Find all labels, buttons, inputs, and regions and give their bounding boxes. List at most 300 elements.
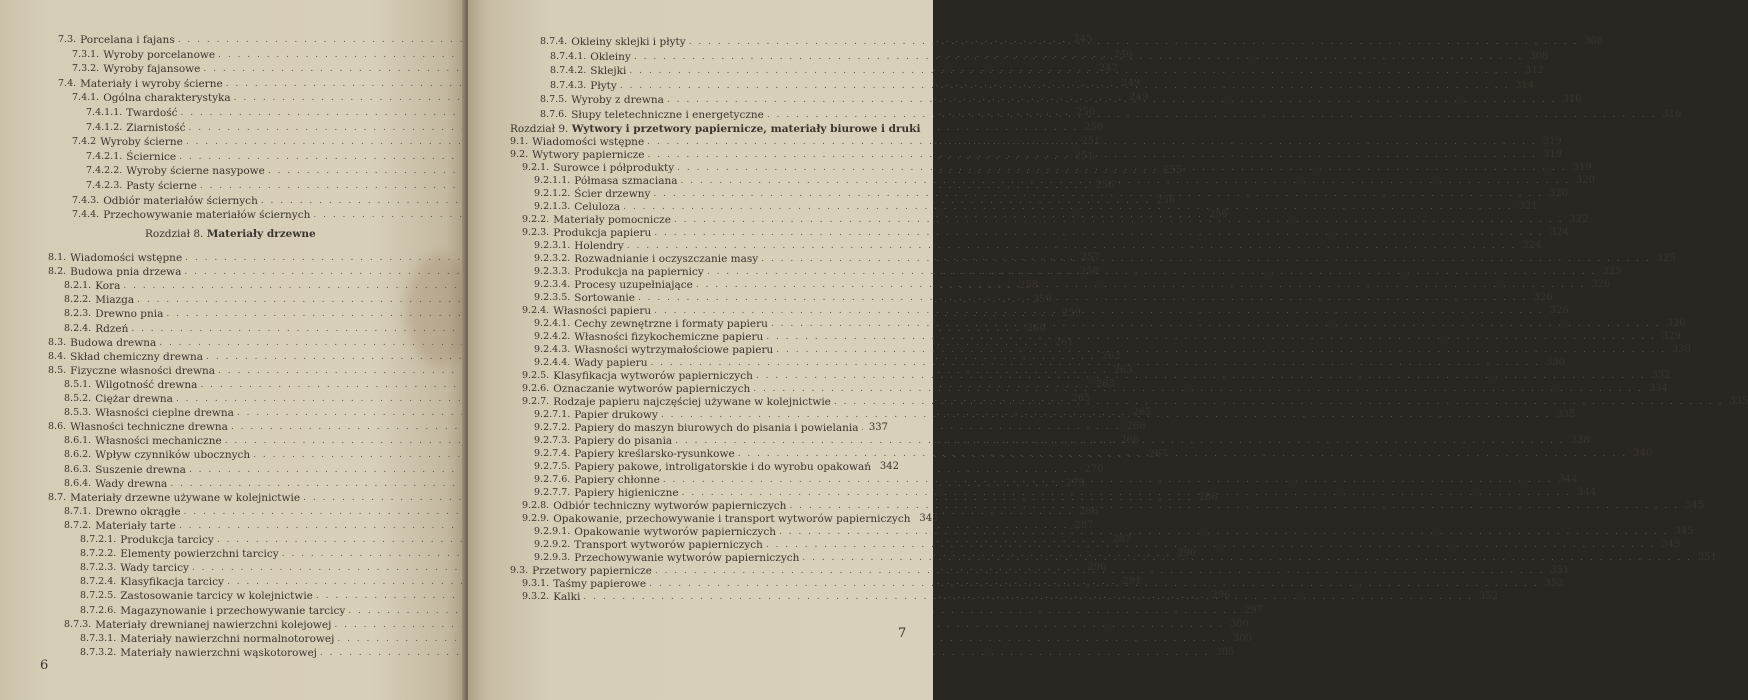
toc-entry-title: Produkcja tarcicy bbox=[120, 534, 214, 546]
toc-entry-number: 9.2.9.2. bbox=[534, 539, 571, 550]
toc-entry-page: 344 bbox=[1577, 487, 1597, 498]
toc-entry bbox=[534, 357, 1565, 369]
toc-entry bbox=[64, 618, 1249, 631]
toc-entry-title: Budowa pnia drzewa bbox=[70, 266, 182, 279]
toc-entry-title: Ziarnistość bbox=[126, 121, 186, 134]
toc-entry-page: 251 bbox=[1074, 150, 1094, 162]
toc-entry bbox=[534, 201, 1538, 213]
toc-entry-page: 263 bbox=[1113, 364, 1133, 376]
toc-entry-title: Materiały i wyroby ścierne bbox=[80, 77, 223, 90]
toc-entry-page: 335 bbox=[1556, 409, 1576, 420]
toc-entry-page: 249 bbox=[1121, 77, 1141, 89]
toc-leader-dots bbox=[682, 487, 1572, 499]
toc-entry-title: Kora bbox=[95, 280, 121, 293]
toc-entry-number: 9.2.3. bbox=[522, 227, 550, 238]
toc-entry-title: Własności cieplne drewna bbox=[95, 407, 234, 420]
toc-entry-title: Materiały nawierzchni wąskotorowej bbox=[120, 646, 317, 659]
toc-leader-dots bbox=[650, 357, 1540, 369]
toc-entry-page: 352 bbox=[1544, 578, 1564, 589]
toc-entry-title: Taśmy papierowe bbox=[553, 578, 647, 590]
toc-leader-dots bbox=[776, 344, 1666, 356]
toc-entry-number: 9.2.2. bbox=[522, 214, 550, 225]
toc-entry-title: Oznaczanie wytworów papierniczych bbox=[553, 383, 751, 395]
toc-leader-dots bbox=[861, 422, 863, 434]
toc-entry-number: 9.2.9.1. bbox=[534, 526, 571, 537]
toc-leader-dots bbox=[738, 448, 1628, 460]
toc-entry-title: Papiery higieniczne bbox=[574, 487, 679, 499]
toc-leader-dots bbox=[654, 227, 1544, 239]
toc-entry-page: 322 bbox=[1569, 214, 1589, 225]
toc-entry-page: 258 bbox=[1079, 266, 1099, 278]
left-page-number: 6 bbox=[40, 658, 49, 673]
toc-entry-page: 319 bbox=[1542, 149, 1563, 160]
toc-entry-page: 300 bbox=[1232, 632, 1252, 644]
toc-entry-page: 326 bbox=[1533, 292, 1553, 303]
toc-entry-title: Pasty ścierne bbox=[126, 180, 197, 192]
toc-entry-number: 8.7.4.1. bbox=[550, 50, 587, 62]
toc-entry-title: Kalki bbox=[553, 591, 581, 603]
toc-leader-dots bbox=[696, 279, 1586, 291]
toc-leader-dots bbox=[653, 188, 1543, 200]
toc-leader-dots bbox=[677, 162, 1567, 174]
toc-entry-page: 321 bbox=[1518, 201, 1538, 212]
toc-entry-number: 8.2.1. bbox=[64, 280, 92, 292]
toc-entry bbox=[534, 240, 1542, 252]
chapter-9-heading: Rozdział 9. Wytwory i przetwory papiernicze, materiały biurowe i druki bbox=[510, 123, 921, 135]
toc-leader-dots bbox=[647, 136, 1537, 148]
toc-entry-page: 320 bbox=[1575, 175, 1596, 186]
toc-entry-title: Półmasa szmaciana bbox=[574, 175, 678, 187]
toc-entry-page: 334 bbox=[1648, 383, 1668, 394]
toc-entry-page: 290 bbox=[1177, 548, 1197, 560]
toc-entry-title: Własności wytrzymałościowe papieru bbox=[574, 344, 774, 356]
toc-entry-title: Wytwory papiernicze bbox=[532, 149, 645, 161]
toc-entry-page: 324 bbox=[1549, 227, 1569, 238]
toc-entry-page: 314 bbox=[1515, 79, 1535, 91]
toc-entry-number: 8.2.4. bbox=[64, 322, 92, 334]
toc-entry-title: Ogólna charakterystyka bbox=[103, 92, 231, 105]
toc-entry-number: 9.2.3.2. bbox=[534, 253, 571, 264]
toc-leader-dots bbox=[766, 539, 1656, 551]
toc-entry-number: 8.3. bbox=[48, 336, 67, 348]
toc-entry-title: Rodzaje papieru najczęściej używane w kolejnictwie bbox=[553, 396, 831, 408]
toc-entry-title: Opakowanie wytworów papierniczych bbox=[574, 526, 776, 538]
toc-entry-title: Skład chemiczny drewna bbox=[70, 350, 204, 363]
toc-entry-title: Materiały drzewne używane w kolejnictwie bbox=[70, 491, 301, 504]
toc-entry-number: 8.7.4.3. bbox=[550, 79, 587, 91]
toc-entry-title: Cechy zewnętrzne i formaty papieru bbox=[574, 318, 768, 330]
toc-entry bbox=[534, 526, 1694, 538]
toc-entry-page: 325 bbox=[1602, 266, 1622, 277]
toc-entry-title: Klasyfikacja wytworów papierniczych bbox=[553, 370, 753, 382]
toc-entry-number: 8.7.2.5. bbox=[80, 590, 117, 602]
toc-entry-page: 262 bbox=[1101, 350, 1121, 362]
toc-entry-number: 8.2. bbox=[48, 266, 67, 278]
toc-entry-page: 345 bbox=[1684, 500, 1704, 511]
toc-entry-number: 8.6. bbox=[48, 421, 67, 433]
toc-entry-number: 7.4.1. bbox=[72, 92, 100, 104]
toc-entry-title: Rdzeń bbox=[95, 322, 129, 335]
toc-entry-page: 286 bbox=[1198, 491, 1218, 503]
toc-entry-page: 330 bbox=[1545, 357, 1565, 368]
toc-entry-title: Drewno okrągłe bbox=[95, 505, 181, 518]
toc-leader-dots bbox=[689, 36, 1579, 48]
toc-entry-number: 8.1. bbox=[48, 252, 67, 263]
toc-leader-dots bbox=[583, 591, 1473, 603]
toc-entry-title: Rozwadnianie i oczyszczanie masy bbox=[574, 253, 759, 265]
toc-entry-page: 263 bbox=[1095, 378, 1115, 390]
toc-entry-number: 9.2.1.3. bbox=[534, 201, 571, 212]
toc-entry-number: 9.2.9.3. bbox=[534, 552, 571, 563]
toc-entry-title: Budowa drewna bbox=[70, 336, 157, 349]
toc-entry-page: 344 bbox=[1558, 474, 1578, 485]
toc-entry-number: 9.2.5. bbox=[522, 370, 550, 381]
toc-entry-page: 297 bbox=[1243, 604, 1263, 616]
toc-entry-page: 279 bbox=[1065, 477, 1085, 489]
toc-entry-number: 9.2.4.4. bbox=[534, 357, 571, 368]
toc-leader-dots bbox=[674, 214, 1564, 226]
toc-entry-page: 257 bbox=[1080, 252, 1100, 263]
toc-entry-title: Procesy uzupełniające bbox=[574, 279, 693, 291]
toc-entry-page: 259 bbox=[1032, 294, 1052, 306]
toc-entry-title: Zastosowanie tarcicy w kolejnictwie bbox=[120, 590, 313, 603]
toc-entry-title: Wyroby fajansowe bbox=[103, 63, 201, 76]
toc-entry-number: 8.2.3. bbox=[64, 308, 92, 320]
toc-entry bbox=[522, 513, 939, 525]
chapter-8-heading: Rozdział 8. Materiały drzewne bbox=[145, 228, 316, 240]
toc-entry-page: 338 bbox=[1570, 435, 1590, 446]
toc-entry-number: 9.3. bbox=[510, 565, 529, 576]
toc-entry-number: 8.7.3.2. bbox=[80, 646, 117, 658]
toc-entry-number: 7.3.2. bbox=[72, 63, 100, 75]
toc-leader-dots bbox=[761, 253, 1651, 265]
toc-entry-number: 8.7.2. bbox=[64, 519, 92, 531]
toc-entry-page: 249 bbox=[1129, 92, 1149, 104]
toc-leader-dots bbox=[834, 396, 1724, 408]
toc-entry-page: 351 bbox=[1550, 565, 1570, 576]
toc-entry-number: 7.4.1.2. bbox=[86, 121, 123, 133]
toc-entry-title: Sortowanie bbox=[574, 292, 635, 304]
toc-entry-number: 9.2.4.1. bbox=[534, 318, 571, 329]
toc-entry-number: 9.2.7.7. bbox=[534, 487, 571, 498]
toc-entry-title: Wyroby porcelanowe bbox=[103, 48, 216, 61]
toc-entry-page: 287 bbox=[1074, 519, 1094, 531]
toc-entry-number: 9.2.3.4. bbox=[534, 279, 571, 290]
toc-entry-number: 9.3.1. bbox=[522, 578, 550, 589]
toc-leader-dots bbox=[627, 240, 1517, 252]
toc-leader-dots bbox=[661, 409, 1551, 421]
toc-entry-page: 261 bbox=[1054, 336, 1074, 348]
toc-entry-page: 266 bbox=[1120, 435, 1140, 447]
toc-entry-number: 9.2.4. bbox=[522, 305, 550, 316]
toc-entry-title: Wady tarcicy bbox=[120, 562, 189, 575]
toc-entry-page: 259 bbox=[1061, 308, 1081, 320]
toc-entry-page: 351 bbox=[1697, 552, 1717, 563]
toc-entry-number: 8.7.3. bbox=[64, 618, 92, 630]
toc-entry-title: Okleiny bbox=[590, 50, 631, 63]
toc-entry-title: Celuloza bbox=[574, 201, 621, 213]
toc-entry-page: 326 bbox=[1591, 279, 1611, 290]
toc-entry-title: Wyroby z drewna bbox=[571, 94, 664, 106]
toc-entry-number: 8.7.2.2. bbox=[80, 548, 117, 560]
toc-entry-number: 9.2.7.3. bbox=[534, 435, 571, 446]
toc-entry-title: Wpływ czynników ubocznych bbox=[95, 449, 251, 462]
toc-entry-title: Okleiny sklejki i płyty bbox=[571, 36, 686, 48]
toc-entry-page: 260 bbox=[1026, 322, 1046, 334]
toc-entry-number: 8.6.1. bbox=[64, 435, 92, 447]
toc-entry-page: 326 bbox=[1549, 305, 1569, 316]
toc-entry-title: Materiały pomocnicze bbox=[553, 214, 671, 226]
toc-entry-number: 7.4.1.1. bbox=[86, 107, 123, 118]
toc-entry-title: Odbiór techniczny wytworów papierniczych bbox=[553, 500, 787, 512]
toc-entry-title: Materiały tarte bbox=[95, 519, 176, 532]
toc-entry-page: 308 bbox=[1584, 36, 1604, 47]
toc-entry-title: Wiadomości wstępne bbox=[532, 136, 645, 148]
toc-entry-page: 326 bbox=[1666, 318, 1686, 329]
toc-entry-title: Odbiór materiałów ściernych bbox=[103, 194, 258, 207]
toc-entry-number: 8.5.2. bbox=[64, 393, 92, 404]
toc-entry-title: Magazynowanie i przechowywanie tarcicy bbox=[120, 604, 346, 617]
toc-leader-dots bbox=[789, 500, 1679, 512]
toc-entry-number: 7.3. bbox=[58, 34, 77, 45]
toc-entry-page: 324 bbox=[1522, 240, 1542, 251]
toc-entry-title: Wilgotność drewna bbox=[95, 378, 198, 391]
toc-entry-page: 265 bbox=[1132, 407, 1152, 419]
toc-entry-page: 291 bbox=[1122, 576, 1142, 588]
toc-entry-page: 250 bbox=[1083, 121, 1104, 133]
toc-entry-title: Papiery pakowe, introligatorskie i do wyrobu opakowań bbox=[574, 461, 871, 473]
toc-entry-number: 8.5.3. bbox=[64, 407, 92, 419]
toc-entry-number: 9.2.1.2. bbox=[534, 188, 571, 199]
toc-entry-title: Drewno pnia bbox=[95, 308, 164, 321]
toc-entry-title: Słupy teletechniczne i energetyczne bbox=[571, 108, 764, 121]
toc-entry-title: Produkcja papieru bbox=[553, 227, 652, 239]
toc-entry-title: Przechowywanie wytworów papierniczych bbox=[574, 552, 800, 564]
toc-entry-page: 251 bbox=[1081, 136, 1101, 148]
toc-entry-page: 332 bbox=[1651, 370, 1671, 381]
toc-leader-dots bbox=[655, 565, 1545, 577]
toc-entry-page: 349 bbox=[1661, 539, 1681, 550]
toc-entry-title: Materiały drewnianej nawierzchni kolejowej bbox=[95, 618, 332, 631]
toc-entry-number: 8.7. bbox=[48, 491, 67, 503]
toc-entry-number: 9.2.1. bbox=[522, 162, 550, 173]
toc-entry-page: 265 bbox=[1071, 393, 1091, 404]
toc-entry-page: 337 bbox=[868, 422, 888, 433]
toc-leader-dots bbox=[648, 149, 1538, 161]
toc-entry bbox=[80, 646, 1235, 659]
toc-entry-number: 8.7.2.6. bbox=[80, 604, 117, 616]
toc-entry-page: 320 bbox=[1548, 188, 1568, 199]
toc-entry-number: 7.4.4. bbox=[72, 209, 100, 221]
toc-entry-number: 9.2.3.3. bbox=[534, 266, 571, 277]
toc-leader-dots bbox=[649, 578, 1539, 590]
toc-entry-title: Porcelana i fajans bbox=[80, 34, 175, 46]
toc-entry-number: 7.4.2.3. bbox=[86, 180, 123, 191]
toc-entry-title: Papiery chłonne bbox=[574, 474, 660, 486]
toc-entry-page: 312 bbox=[1524, 65, 1544, 76]
toc-entry-title: Wady drewna bbox=[95, 477, 168, 490]
toc-leader-dots bbox=[629, 65, 1519, 77]
toc-entry-number: 8.6.4. bbox=[64, 477, 92, 489]
toc-leader-dots bbox=[756, 370, 1646, 382]
toc-entry-number: 8.7.2.4. bbox=[80, 576, 117, 588]
toc-leader-dots bbox=[779, 526, 1669, 538]
toc-entry-title: Przetwory papiernicze bbox=[532, 565, 652, 577]
toc-leader-dots bbox=[767, 109, 1657, 121]
toc-entry-number: 9.2.8. bbox=[522, 500, 550, 511]
toc-entry-title: Wyroby ścierne bbox=[100, 136, 183, 149]
toc-entry-title: Surowce i półprodukty bbox=[553, 162, 675, 174]
toc-entry-title: Materiały nawierzchni normalnotorowej bbox=[120, 632, 335, 645]
toc-entry-page: 319 bbox=[1542, 136, 1562, 147]
toc-entry-title: Papiery do pisania bbox=[574, 435, 673, 447]
toc-entry-page: 316 bbox=[1662, 108, 1682, 120]
toc-entry-page: 255 bbox=[1163, 165, 1183, 177]
toc-entry-page: 296 bbox=[1211, 590, 1231, 602]
toc-entry-title: Własności mechaniczne bbox=[95, 435, 222, 448]
toc-leader-dots bbox=[634, 48, 1524, 63]
toc-entry-title: Twardość bbox=[126, 107, 178, 119]
toc-entry-page: 325 bbox=[1656, 253, 1676, 264]
toc-entry-page: 305 bbox=[1215, 646, 1235, 658]
toc-entry-title: Papiery kreślarsko-rysunkowe bbox=[574, 448, 735, 460]
toc-entry-number: 8.6.2. bbox=[64, 449, 92, 461]
toc-leader-dots bbox=[667, 94, 1557, 106]
toc-entry-page: 256 bbox=[1095, 180, 1115, 191]
toc-entry-number: 9.2.3.5. bbox=[534, 292, 571, 303]
toc-entry-title: Wady papieru bbox=[574, 357, 648, 369]
toc-entry-number: 9.2.7.5. bbox=[534, 461, 571, 472]
toc-entry-page: 267 bbox=[1148, 449, 1168, 461]
toc-leader-dots bbox=[681, 175, 1571, 187]
toc-entry-number: 8.5.1. bbox=[64, 378, 92, 390]
toc-entry-page: 335 bbox=[1729, 396, 1748, 407]
toc-entry-title: Własności techniczne drewna bbox=[70, 421, 228, 434]
toc-entry-number: 7.4.3. bbox=[72, 194, 100, 206]
toc-entry-title: Elementy powierzchni tarcicy bbox=[120, 548, 279, 561]
toc-entry-number: 9.2.7.4. bbox=[534, 448, 571, 459]
toc-leader-dots bbox=[753, 383, 1643, 395]
toc-entry-number: 9.2.7. bbox=[522, 396, 550, 407]
toc-entry-number: 8.7.4.2. bbox=[550, 65, 587, 76]
toc-entry-number: 8.7.6. bbox=[540, 108, 568, 120]
toc-leader-dots bbox=[766, 331, 1656, 343]
toc-leader-dots bbox=[707, 266, 1597, 278]
toc-entry-number: 9.1. bbox=[510, 136, 529, 147]
toc-entry-page: 266 bbox=[1126, 421, 1146, 433]
toc-entry-page: 319 bbox=[1572, 162, 1592, 173]
toc-entry-title: Papiery do maszyn biurowych do pisania i powielania bbox=[574, 422, 859, 434]
toc-entry-page: 287 bbox=[1112, 534, 1132, 545]
toc-entry-number: 8.7.2.3. bbox=[80, 562, 117, 574]
toc-entry-title: Opakowanie, przechowywanie i transport wytworów papierniczych bbox=[553, 513, 911, 525]
toc-entry-page: 256 bbox=[1156, 194, 1176, 206]
toc-entry-number: 9.2. bbox=[510, 149, 529, 160]
toc-entry-page: 316 bbox=[1562, 94, 1582, 105]
toc-entry-number: 8.7.1. bbox=[64, 505, 92, 517]
toc-entry-number: 8.7.2.1. bbox=[80, 534, 117, 545]
toc-leader-dots bbox=[623, 201, 1513, 213]
toc-leader-dots bbox=[654, 305, 1544, 317]
toc-entry-number: 9.2.4.2. bbox=[534, 331, 571, 342]
toc-entry-page: 308 bbox=[1529, 50, 1549, 62]
toc-entry-title: Wiadomości wstępne bbox=[70, 252, 183, 264]
toc-entry bbox=[80, 632, 1252, 645]
toc-leader-dots bbox=[620, 77, 1510, 92]
toc-entry-number: 9.2.4.3. bbox=[534, 344, 571, 355]
toc-entry-title: Miazga bbox=[95, 294, 135, 307]
toc-entry-page: 345 bbox=[1674, 526, 1694, 537]
toc-entry-number: 9.2.6. bbox=[522, 383, 550, 394]
toc-entry-title: Produkcja na papiernicy bbox=[574, 266, 704, 278]
toc-entry-title: Holendry bbox=[574, 240, 624, 252]
toc-entry-title: Własności fizykochemiczne papieru bbox=[574, 331, 764, 343]
toc-entry-page: 329 bbox=[1661, 331, 1681, 342]
toc-entry-page: 352 bbox=[1478, 591, 1498, 602]
toc-entry-number: 9.2.7.1. bbox=[534, 409, 571, 420]
toc-entry-number: 8.7.4. bbox=[540, 36, 568, 47]
toc-entry-number: 9.2.7.6. bbox=[534, 474, 571, 485]
toc-entry-title: Ściernice bbox=[126, 150, 177, 163]
toc-entry-page: 300 bbox=[1229, 618, 1249, 630]
toc-entry-number: 8.5. bbox=[48, 364, 67, 376]
toc-entry-number: 9.2.1.1. bbox=[534, 175, 571, 186]
toc-entry-title: Sklejki bbox=[590, 65, 627, 77]
toc-entry-page: 270 bbox=[1084, 463, 1104, 475]
toc-entry-title: Ciężar drewna bbox=[95, 393, 173, 405]
toc-leader-dots bbox=[675, 435, 1565, 447]
toc-entry-page: 246 bbox=[1113, 48, 1133, 60]
toc-entry-title: Płyty bbox=[590, 79, 617, 92]
toc-entry-page: 342 bbox=[879, 461, 899, 472]
toc-entry-title: Własności papieru bbox=[553, 305, 652, 317]
toc-entry-number: 8.4. bbox=[48, 350, 67, 362]
toc-entry-number: 8.6.3. bbox=[64, 463, 92, 475]
toc-entry-page: 330 bbox=[1671, 344, 1691, 355]
toc-entry bbox=[522, 227, 1569, 239]
toc-entry-page: 256 bbox=[1208, 209, 1228, 221]
toc-entry-page: 258 bbox=[1018, 280, 1038, 292]
right-page-number: 7 bbox=[898, 626, 907, 641]
toc-entry-number: 9.2.3.1. bbox=[534, 240, 571, 251]
toc-entry-number: 8.7.3.1. bbox=[80, 632, 117, 644]
toc-leader-dots bbox=[638, 292, 1528, 304]
toc-entry-page: 286 bbox=[1079, 505, 1099, 517]
toc-leader-dots bbox=[663, 474, 1553, 486]
toc-entry-title: Wyroby ścierne nasypowe bbox=[126, 165, 265, 178]
toc-entry-page: 245 bbox=[1073, 34, 1093, 45]
toc-entry-number: 9.2.7.2. bbox=[534, 422, 571, 433]
toc-entry-page: 250 bbox=[1075, 107, 1096, 118]
toc-entry-title: Transport wytworów papierniczych bbox=[574, 539, 763, 551]
toc-entry-title: Fizyczne własności drewna bbox=[70, 364, 216, 377]
toc-entry-title: Ścier drzewny bbox=[574, 188, 651, 200]
toc-entry-number: 7.4.2 bbox=[72, 136, 97, 148]
toc-entry-title: Klasyfikacja tarcicy bbox=[120, 576, 224, 589]
toc-entry bbox=[80, 604, 1263, 617]
toc-entry-number: 7.3.1. bbox=[72, 48, 100, 60]
toc-entry bbox=[534, 461, 899, 473]
toc-entry-number: 7.4.2.1. bbox=[86, 150, 123, 162]
toc-entry-number: 7.4.2.2. bbox=[86, 165, 123, 177]
toc-entry-page: 340 bbox=[1633, 448, 1653, 459]
toc-entry-number: 7.4. bbox=[58, 77, 77, 89]
toc-entry-title: Suszenie drewna bbox=[95, 463, 186, 476]
toc-entry-page: 290 bbox=[1087, 562, 1107, 574]
toc-leader-dots bbox=[802, 552, 1692, 564]
toc-entry-number: 9.2.9. bbox=[522, 513, 550, 524]
toc-entry-number: 9.3.2. bbox=[522, 591, 550, 602]
